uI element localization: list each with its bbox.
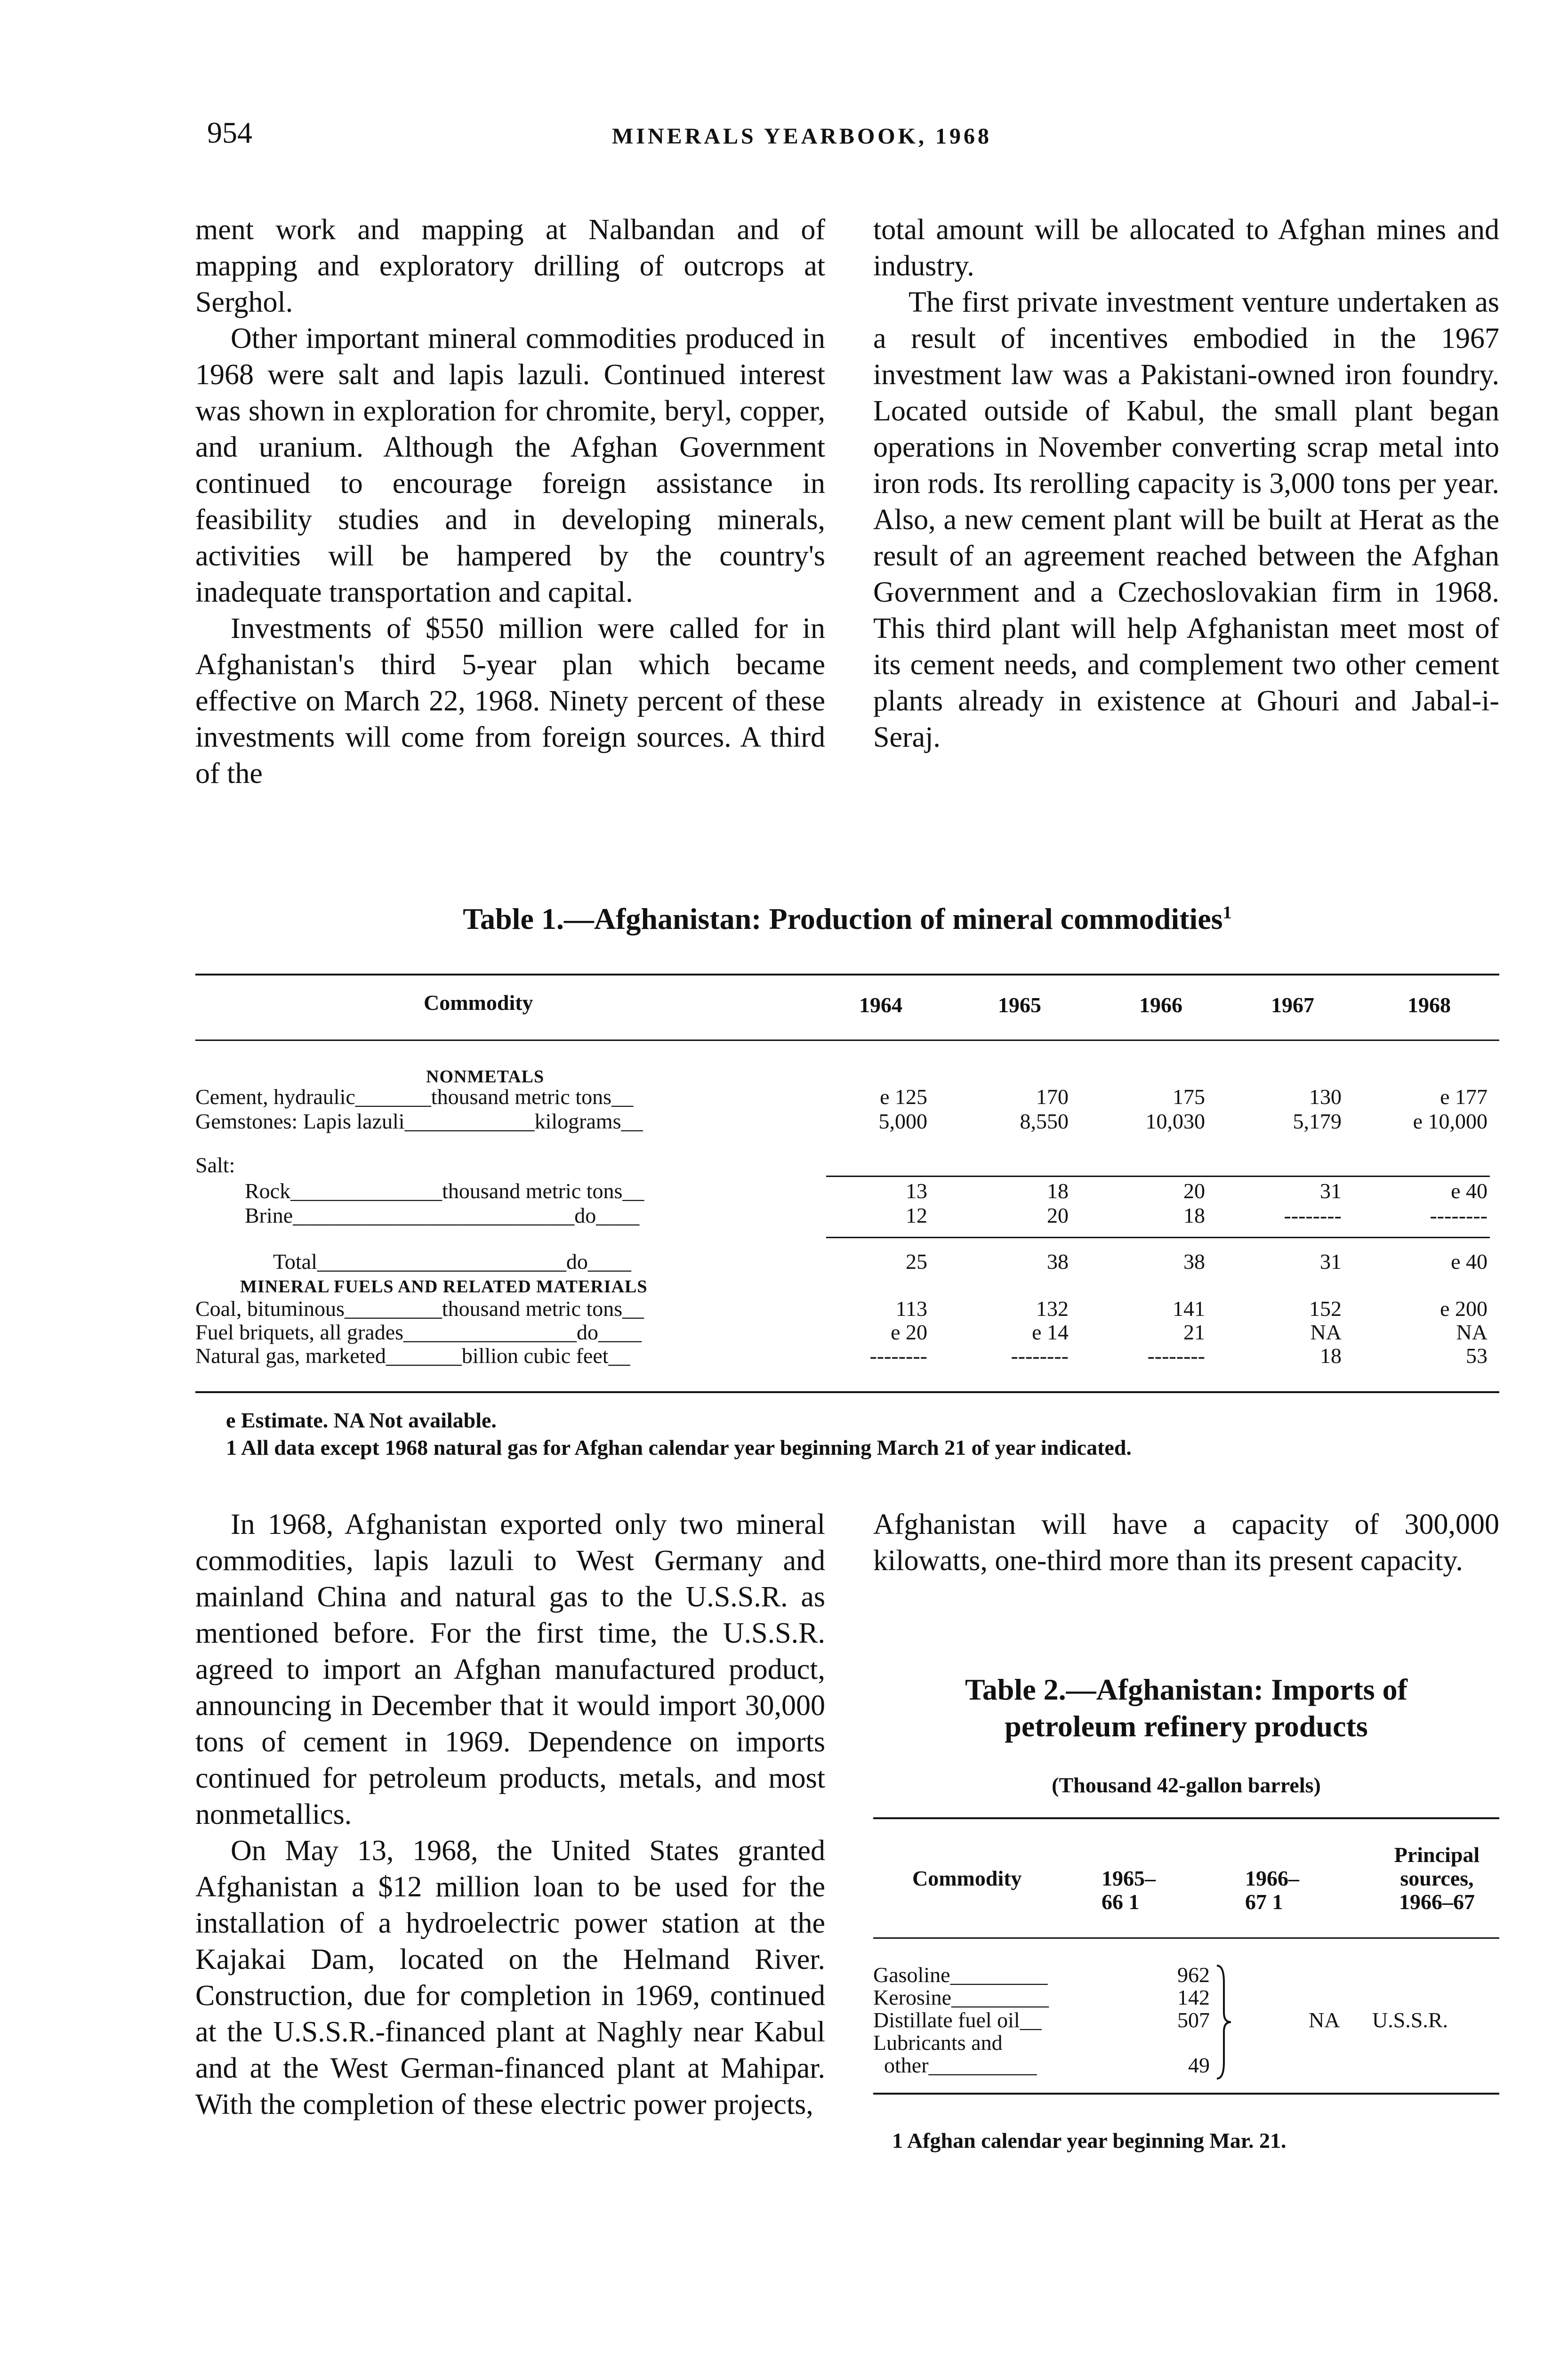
table2-bottom-rule [873, 2093, 1499, 2095]
table2-col-sources: Principal sources, 1966–67 [1394, 1843, 1480, 1914]
table1-title: Table 1.—Afghanistan: Production of mineral commodities$^1$ [463, 902, 1232, 935]
table-cell: 507 [1177, 2008, 1210, 2032]
table-cell: NA [1456, 1320, 1488, 1344]
page-number: 954 [207, 116, 252, 149]
table-cell: 20 [1183, 1179, 1205, 1203]
table2-title-line1: Table 2.—Afghanistan: Imports of [965, 1673, 1407, 1706]
table-cell: -------- [869, 1344, 927, 1368]
table-row-label: Cement, hydraulic_______thousand metric tons__ [195, 1085, 634, 1109]
table2-top-rule [873, 1817, 1499, 1819]
table-row-label: Natural gas, marketed_______billion cubic feet__ [195, 1344, 630, 1368]
table-row-label: Gemstones: Lapis lazuli____________kilograms__ [195, 1109, 643, 1133]
table1-col-1967: 1967 [1271, 993, 1314, 1017]
table-cell: e 40 [1451, 1179, 1488, 1203]
table-cell: 175 [1173, 1085, 1205, 1109]
table1-col-1965: 1965 [998, 993, 1041, 1017]
table-cell: -------- [1284, 1203, 1342, 1227]
table-cell: 53 [1466, 1344, 1488, 1368]
table-cell: -------- [1011, 1344, 1069, 1368]
table-cell: 31 [1320, 1179, 1342, 1203]
table-cell: 49 [1188, 2053, 1210, 2077]
bottom-right-column [873, 1507, 1499, 1579]
table2-col-1966-67: 1966–67 1 [1245, 1866, 1299, 1914]
table2-col-1965-66: 1965–66 1 [1102, 1866, 1156, 1914]
paragraph: In 1968, Afghanistan exported only two mineral commodities, lapis lazuli to West Germany and mainland China and natural gas to the U.S.S.R. as mentioned before. For the first time, the U.S.S.R. agreed to import an Afghan manufactured product, announcing in December that it would import 30,000 tons of cement in 1969. Dependence on imports continued for petroleum products, metals, and most nonmetallics. [195, 1508, 825, 1830]
table-row-label: Coal, bituminous_________thousand metric tons__ [195, 1297, 644, 1321]
table-cell: 21 [1183, 1320, 1205, 1344]
paragraph: ment work and mapping at Nalbandan and of mapping and exploratory drilling of outcrops at Serghol. [195, 214, 825, 318]
table2-col-commodity: Commodity [912, 1866, 1022, 1890]
table1-footnote-estimate: e Estimate. NA Not available. [226, 1408, 497, 1432]
table-cell: e 125 [880, 1085, 927, 1109]
table-cell: 12 [906, 1203, 927, 1227]
table2-subtitle: (Thousand 42-gallon barrels) [1052, 1773, 1321, 1797]
top-right-column [873, 212, 1499, 756]
table-row-label: Fuel briquets, all grades________________do____ [195, 1320, 642, 1344]
table-cell: 962 [1177, 1963, 1210, 1987]
paragraph: Investments of $550 million were called for in Afghanistan's third 5-year plan which became effective on March 22, 1968. Ninety percent of these investments will come from foreign sources. A third of the [195, 613, 825, 790]
divider [826, 1237, 1490, 1238]
table-cell: 18 [1047, 1179, 1069, 1203]
table-cell: 8,550 [1020, 1109, 1069, 1133]
paragraph: On May 13, 1968, the United States granted Afghanistan a $12 million loan to be used for the installation of a hydroelectric power station at the Kajakai Dam, located on the Helmand River. Construction, due for completion in 1969, continued at the U.S.S.R.-financed plant at Naghly near Kabul and at the West German-financed plant at Mahipar. With the completion of these electric power projects, [195, 1835, 825, 2120]
table-cell: 38 [1047, 1250, 1069, 1274]
table-cell: 5,179 [1293, 1109, 1342, 1133]
table-cell: 38 [1183, 1250, 1205, 1274]
table-cell: 132 [1036, 1297, 1069, 1321]
paragraph: The first private investment venture undertaken as a result of incentives embodied in the 1967 investment law was a Pakistani-owned iron foundry. Located outside of Kabul, the small plant began operations in November converting scrap metal into iron rods. Its rerolling capacity is 3,000 tons per year. Also, a new cement plant will be built at Herat as the result of an agreement reached between the Afghan Government and a Czechoslovakian firm in 1968. This third plant will help Afghanistan meet most of its cement needs, and complement two other cement plants already in existence at Ghouri and Jabal-i-Seraj. [873, 286, 1499, 753]
table-cell: 142 [1177, 1985, 1210, 2009]
table-cell: 10,030 [1145, 1109, 1205, 1133]
paragraph: total amount will be allocated to Afghan mines and industry. [873, 214, 1499, 282]
table-row-label: Rock______________thousand metric tons__ [245, 1179, 644, 1203]
table-cell: -------- [1147, 1344, 1205, 1368]
table-cell: 18 [1320, 1344, 1342, 1368]
table-row-label: Kerosine_________ [873, 1985, 1049, 2009]
section-fuels: MINERAL FUELS AND RELATED MATERIALS [240, 1277, 648, 1297]
table-cell: 113 [895, 1297, 927, 1321]
table-cell: 18 [1183, 1203, 1205, 1227]
table1-col-1968: 1968 [1407, 993, 1451, 1017]
table-cell: 13 [906, 1179, 927, 1203]
table-cell: 25 [906, 1250, 927, 1274]
bottom-left-column [195, 1507, 825, 2123]
table-cell: 130 [1309, 1085, 1342, 1109]
table1-top-rule [195, 974, 1499, 975]
table1-bottom-rule [195, 1391, 1499, 1393]
table2-header-rule [873, 1937, 1499, 1939]
table1-header-rule [195, 1040, 1499, 1041]
table1-col-1964: 1964 [859, 993, 902, 1017]
brace-icon [1214, 1963, 1233, 2081]
table-cell: 170 [1036, 1085, 1069, 1109]
salt-label: Salt: [195, 1153, 235, 1177]
table-row-label: Gasoline_________ [873, 1963, 1048, 1987]
section-nonmetals: NONMETALS [426, 1067, 545, 1087]
table-cell-source: U.S.S.R. [1372, 2008, 1448, 2032]
table-row-label: other__________ [873, 2053, 1037, 2077]
table-cell: e 14 [1032, 1320, 1069, 1344]
table-row-label: Total_______________________do____ [273, 1250, 631, 1274]
table2-title [873, 1671, 1499, 1745]
paragraph: Afghanistan will have a capacity of 300,000 kilowatts, one-third more than its present capacity. [873, 1508, 1499, 1577]
table-row-label: Distillate fuel oil__ [873, 2008, 1042, 2032]
table1-col-1966: 1966 [1139, 993, 1182, 1017]
table-cell: e 40 [1451, 1250, 1488, 1274]
table-row-label: Brine__________________________do____ [245, 1203, 640, 1227]
table-cell: 152 [1309, 1297, 1342, 1321]
table-cell: 31 [1320, 1250, 1342, 1274]
table2-title-line2: petroleum refinery products [1005, 1709, 1368, 1743]
table-cell: 5,000 [878, 1109, 927, 1133]
top-left-column [195, 212, 825, 792]
table1-col-commodity: Commodity [424, 991, 533, 1015]
paragraph: Other important mineral commodities produced in 1968 were salt and lapis lazuli. Continued interest was shown in exploration for chromite, beryl, copper, and uranium. Although the Afghan Government continued to encourage foreign assistance in feasibility studies and in developing minerals, activities will be hampered by the country's inadequate transportation and capital. [195, 322, 825, 608]
divider [826, 1176, 1490, 1177]
table-row-label: Lubricants and [873, 2031, 1003, 2055]
table-cell-1966-67: NA [1309, 2008, 1340, 2032]
running-title: MINERALS YEARBOOK, 1968 [612, 124, 992, 149]
table-cell: 20 [1047, 1203, 1069, 1227]
table-cell: e 20 [891, 1320, 927, 1344]
table2-footnote: 1 Afghan calendar year beginning Mar. 21. [892, 2128, 1287, 2152]
table-cell: e 10,000 [1413, 1109, 1488, 1133]
table-cell: -------- [1430, 1203, 1488, 1227]
table1-footnote-1: 1 All data except 1968 natural gas for Afghan calendar year beginning March 21 of year indicated. [226, 1435, 1132, 1459]
table-cell: e 200 [1440, 1297, 1488, 1321]
table-cell: NA [1310, 1320, 1342, 1344]
table-cell: 141 [1173, 1297, 1205, 1321]
table-cell: e 177 [1440, 1085, 1488, 1109]
